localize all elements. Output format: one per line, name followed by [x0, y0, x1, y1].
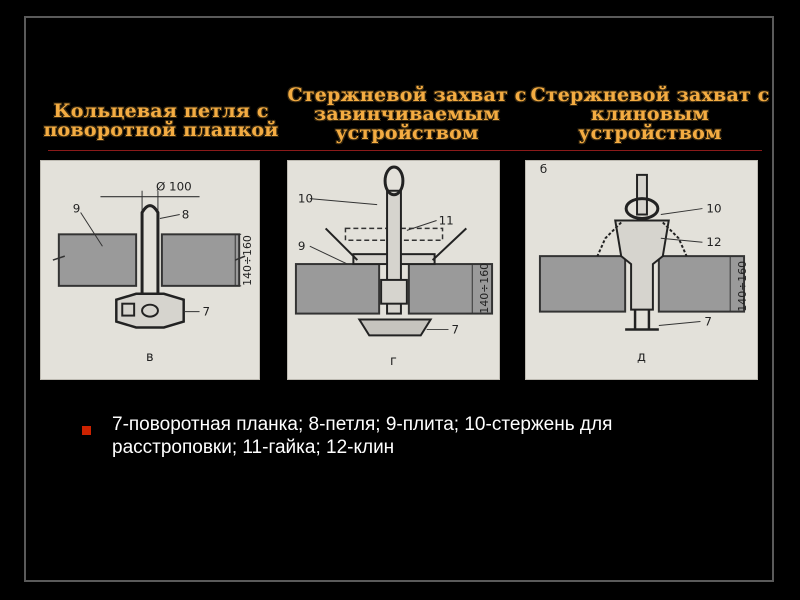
callout-7: 7 — [202, 304, 211, 319]
figure-ring-loop-drawing — [41, 161, 259, 379]
figure-wedge-grip-drawing — [526, 161, 757, 379]
heading-line: устройством — [578, 122, 722, 144]
heading-screw-grip — [282, 86, 532, 143]
heading-line: клиновым — [590, 103, 710, 125]
figure-letter: д — [637, 350, 646, 366]
heading-wedge-grip — [525, 86, 775, 143]
callout-b: б — [539, 161, 548, 176]
dimension-label: 140÷160 — [478, 262, 492, 314]
rod-10 — [637, 175, 647, 215]
dimension-label: 140÷160 — [241, 235, 255, 286]
heading-line: Кольцевая петля с — [53, 100, 269, 122]
callout-9: 9 — [72, 201, 81, 216]
callout-7: 7 — [704, 314, 712, 329]
legend-text: 7-поворотная планка; 8-петля; 9-плита; 10-стержень для расстроповки; 11-гайка; 12-клин — [112, 414, 613, 458]
callout-11: 11 — [438, 213, 454, 228]
figure-wedge-grip — [525, 160, 758, 380]
heading-line: Стержневой захват с — [287, 84, 527, 106]
slab-right — [659, 256, 744, 311]
callout-12: 12 — [706, 235, 722, 250]
dimension-label: 140÷160 — [736, 260, 750, 312]
heading-line: устройством — [335, 122, 479, 144]
figure-screw-grip-drawing — [288, 161, 499, 379]
figure-letter: в — [146, 350, 154, 366]
figure-ring-loop — [40, 160, 260, 380]
callout-7: 7 — [451, 322, 460, 337]
bullet-marker — [82, 426, 91, 435]
heading-line: поворотной планкой — [43, 119, 279, 141]
slab-right — [162, 234, 239, 286]
heading-line: Стержневой захват с — [530, 84, 770, 106]
callout-8: 8 — [181, 207, 190, 222]
heading-line: завинчиваемым — [314, 103, 500, 125]
turn-plate-7 — [116, 294, 183, 328]
heading-ring-loop — [36, 102, 286, 140]
slab-left — [59, 234, 136, 286]
diameter-label: Ø 100 — [155, 179, 192, 194]
divider-line — [48, 150, 762, 151]
callout-10: 10 — [297, 191, 314, 206]
slab-left — [296, 264, 379, 314]
figure-letter: г — [390, 354, 397, 370]
figure-screw-grip — [287, 160, 500, 380]
callout-10: 10 — [706, 201, 722, 216]
callout-9: 9 — [297, 239, 306, 254]
slab-left — [540, 256, 625, 311]
nut-11 — [381, 280, 407, 304]
